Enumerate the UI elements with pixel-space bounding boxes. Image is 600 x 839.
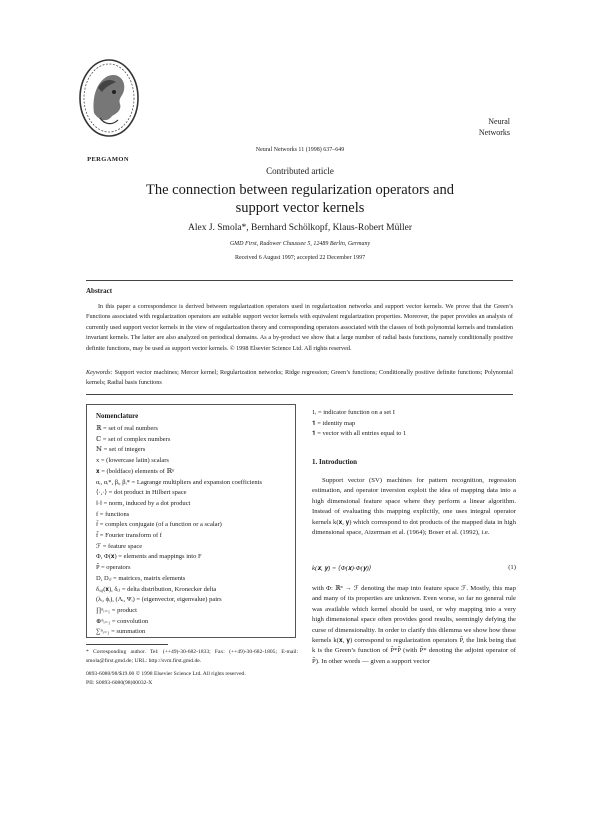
- article-title: [70, 181, 530, 217]
- journal-name: [400, 116, 510, 138]
- keywords-label: Keywords:: [86, 369, 113, 376]
- equation-1: [312, 564, 516, 575]
- keywords: [86, 368, 513, 389]
- abstract-bottom-rule: [86, 394, 513, 395]
- nomenclature-item: P̂ = operators: [96, 564, 131, 572]
- keywords-list: Support vector machines; Mercer kernel; Regularization networks; Ridge regression; Green’s functions; Conditionally positive definite functions; Polynomial kernels; Radial basis functions: [86, 369, 513, 387]
- nomenclature-item: D, Dᵢⱼ = matrices, matrix elements: [96, 574, 186, 582]
- nomenclature-continued: [312, 408, 517, 440]
- received-dates: Received 6 August 1997; accepted 22 December 1997: [234, 255, 366, 261]
- nomenclature-item: 1ᵢ = indicator function on a set I: [312, 409, 395, 416]
- nomenclature-item: ⟨·,·⟩ = dot product in Hilbert space: [96, 489, 187, 497]
- nomenclature-item: 𝟏 = identity map: [312, 419, 356, 427]
- nomenclature-title: Nomenclature: [96, 412, 139, 420]
- nomenclature-item: ‖·‖ = norm, induced by a dot product: [96, 499, 191, 507]
- nomenclature-item: ∏ⁿᵢ₌₁ = product: [96, 606, 137, 614]
- nomenclature-list: [96, 424, 292, 638]
- article-type: Contributed article: [266, 166, 334, 176]
- nomenclature-item: (λᵢ, ϕᵢ), (Λᵢ, Ψᵢ) = (eigenvector, eigenvalue) pairs: [96, 596, 222, 604]
- publisher-logo: [78, 58, 140, 150]
- nomenclature-item: αᵢ, αᵢ*, βᵢ, βᵢ* = Lagrange multipliers and expansion coefficients: [96, 478, 262, 486]
- equation-number: (1): [508, 564, 516, 571]
- nomenclature-item: ∑ⁿᵢ₌₁ = summation: [96, 628, 146, 636]
- abstract-body: In this paper a correspondence is derived between regularization operators used in regularization networks and support vector kernels. We prove that the Green’s Functions associated with regularization operators are suitable support vector kernels with equivalent regularization properties. Moreover, the paper provides an analysis of currently used support vector kernels in the view of regularization theory and corresponding operators associated with the classes of both polynomial kernels and translation invariant kernels. The latter are also analyzed on periodical domains. As a by-product we show that a large number of radial basis functions, namely conditionally positive definite functions, may be used as support vector kernels. © 1998 Elsevier Science Ltd. All rights reserved.: [86, 303, 513, 352]
- nomenclature-item: 𝐱 = (boldface) elements of ℝⁿ: [96, 467, 175, 475]
- nomenclature-item: ℝ = set of real numbers: [96, 425, 158, 432]
- nomenclature-item: f̃ = Fourier transform of f: [96, 532, 162, 540]
- intro-paragraph-1: Support vector (SV) machines for pattern recognition, regression estimation, and operator inversion exploit the idea of mapping data into a high dimensional feature space where they perform a linear algorithm. Instead of evaluating this mapping explicitly, one uses integral operator kernels k(𝐱, 𝐲) which correspond to dot products of the mapped data in high dimensional space, Aizerman et al. (1964); Boser et al. (1992), i.e.: [312, 477, 516, 537]
- corresponding-author-footnote: * Corresponding author. Tel: (++49)-30-682-1833; Fax: (++49)-30-682-1805; E-mail: smola@first.gmd.de; URL: http://svm.first.gmd.de.: [86, 649, 298, 664]
- authors: Alex J. Smola*, Bernhard Schölkopf, Klaus-Robert Müller: [187, 223, 412, 233]
- nomenclature-item: ℱ = feature space: [96, 542, 143, 550]
- nomenclature-item: f = functions: [96, 510, 130, 518]
- footnote-rule: [86, 644, 168, 645]
- equation-text: k(𝐱, 𝐲) = ⟨Φ(𝐱)·Φ(𝐲)⟩: [312, 565, 372, 572]
- nomenclature-item: ℕ = set of integers: [96, 446, 146, 454]
- nomenclature-item: f̄ = complex conjugate (of a function or a scalar): [96, 521, 222, 529]
- journal-name-line1: Neural: [488, 117, 510, 126]
- nomenclature-item: ⊛ⁿᵢ₌₁ = convolution: [96, 617, 149, 625]
- article-title-line2: support vector kernels: [235, 200, 365, 216]
- copyright-line: [86, 670, 346, 688]
- section-heading: 1. Introduction: [312, 458, 357, 466]
- nomenclature-item: δₓ₀(𝐱), δᵢⱼ = delta distribution, Kronecker delta: [96, 585, 217, 593]
- abstract-top-rule: [86, 280, 513, 281]
- abstract-heading: Abstract: [86, 287, 113, 295]
- affiliation: GMD First, Rudower Chaussee 5, 12489 Berlin, Germany: [229, 241, 371, 247]
- article-title-line1: The connection between regularization operators and: [146, 182, 454, 198]
- issn: 0893-6080/98/$19.00 © 1998 Elsevier Science Ltd. All rights reserved.: [86, 671, 246, 677]
- nomenclature-item: x = (lowercase latin) scalars: [96, 457, 169, 465]
- nomenclature-item: Φ, Φ(𝐱) = elements and mappings into F: [96, 553, 202, 561]
- journal-citation: Neural Networks 11 (1998) 637–649: [255, 147, 345, 153]
- intro-paragraph-2: with Φ: ℝⁿ → ℱ denoting the map into feature space ℱ. Mostly, this map and many of its properties are unknown. Even worse, so far no general rule was available which kernel should be used, or why mapping into a very high dimensional space often provides good results, seemingly defying the curse of dimensionality. In order to clarify this dilemma we show how these kernels k(𝐱, 𝐲) correspond to regularization operators P̂, the link being that k is the Green’s function of P̂*P̂ (with P̂* denoting the adjoint operator of P̂). In other words — given a support vector: [312, 585, 516, 665]
- publisher-name: PERGAMON: [87, 156, 129, 163]
- pii: PII: S0893-6080(98)00032-X: [86, 679, 153, 686]
- nomenclature-item: 𝟏 = vector with all entries equal to 1: [312, 430, 407, 437]
- journal-name-line2: Networks: [478, 128, 510, 137]
- nomenclature-item: ℂ = set of complex numbers: [96, 435, 171, 443]
